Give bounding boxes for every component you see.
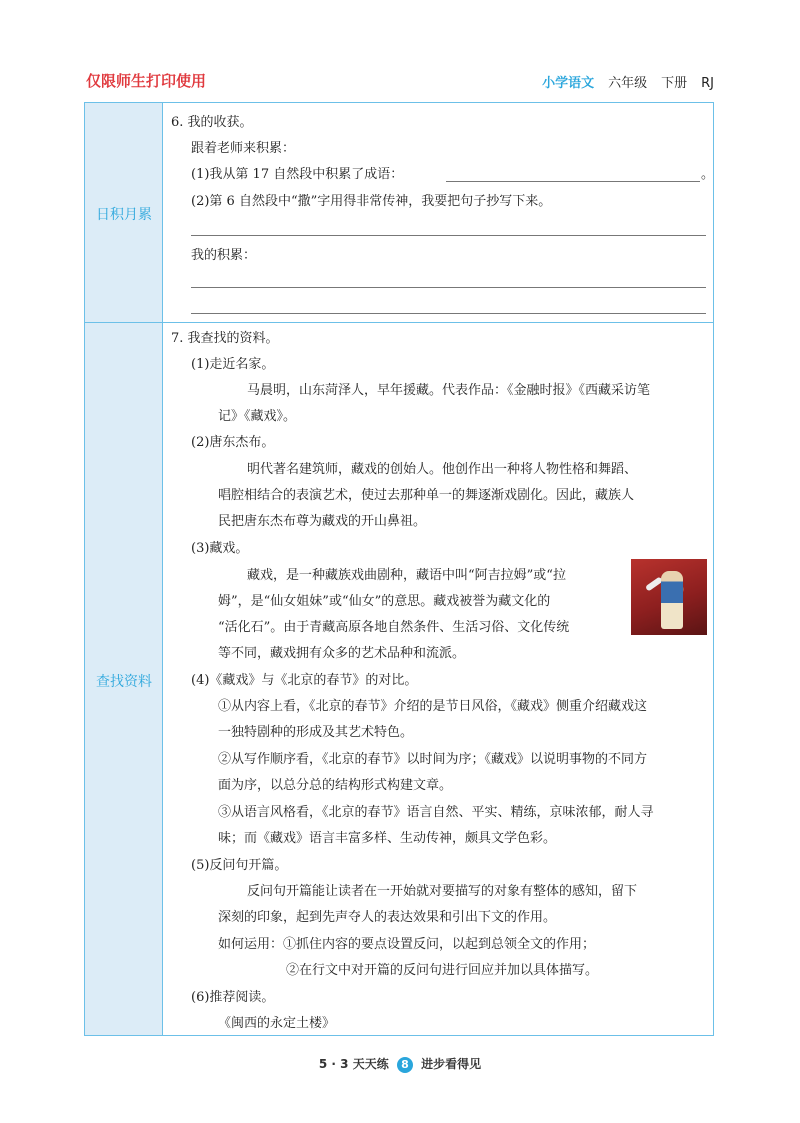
part-5-line-4: ②在行文中对开篇的反问句进行回应并加以具体描写。 xyxy=(286,963,599,978)
part-3-line-3: “活化石”。由于青藏高原各地自然条件、生活习俗、文化传统 xyxy=(218,620,570,635)
collection-line-2[interactable] xyxy=(191,313,706,314)
question-6-item-2: (2)第 6 自然段中“撒”字用得非常传神，我要把句子抄写下来。 xyxy=(191,194,552,209)
part-2-line-1: 明代著名建筑师，藏戏的创始人。他创作出一种将人物性格和舞蹈、 xyxy=(247,462,638,477)
question-7-title: 7. 我查找的资料。 xyxy=(171,331,279,346)
part-5-line-2: 深刻的印象，起到先声夺人的表达效果和引出下文的作用。 xyxy=(218,910,557,925)
part-4-c-line-2: 味；而《藏戏》语言丰富多样、生动传神，颇具文学色彩。 xyxy=(218,831,557,846)
part-2-line-2: 唱腔相结合的表演艺术，使过去那种单一的舞逐渐戏剧化。因此，藏族人 xyxy=(218,488,635,503)
part-5-title: (5)反问句开篇。 xyxy=(191,858,288,873)
part-1-title: (1)走近名家。 xyxy=(191,357,275,372)
sentence-answer-line[interactable] xyxy=(191,235,706,236)
part-6-title: (6)推荐阅读。 xyxy=(191,990,275,1005)
question-6-intro: 跟着老师来积累： xyxy=(191,141,296,156)
part-1-line-1: 马晨明，山东菏泽人，早年援藏。代表作品：《金融时报》《西藏采访笔 xyxy=(247,383,651,398)
part-3-line-1: 藏戏，是一种藏族戏曲剧种，藏语中叫“阿吉拉姆”或“拉 xyxy=(247,568,566,583)
print-notice: 仅限师生打印使用 xyxy=(86,72,207,90)
question-6-item-1-end: 。 xyxy=(701,167,715,182)
part-3-title: (3)藏戏。 xyxy=(191,541,249,556)
term-label: 下册 xyxy=(661,76,688,91)
edition-label: RJ xyxy=(701,76,714,91)
part-3-line-2: 姆”，是“仙女姐妹”或“仙女”的意思。藏戏被誉为藏文化的 xyxy=(218,594,551,609)
footer-brand: 5 · 3 天天练 xyxy=(318,1057,389,1071)
my-collection-label: 我的积累： xyxy=(191,248,257,263)
part-4-a-line-2: 一独特剧种的形成及其艺术特色。 xyxy=(218,725,414,740)
grade-label: 六年级 xyxy=(608,76,648,91)
section-label-research: 查找资料 xyxy=(96,674,152,690)
part-4-title: (4)《藏戏》与《北京的春节》的对比。 xyxy=(191,673,418,688)
row-divider xyxy=(85,322,713,323)
part-2-title: (2)唐东杰布。 xyxy=(191,435,275,450)
book-info xyxy=(542,72,714,91)
part-1-line-2: 记》《藏戏》。 xyxy=(218,409,297,424)
question-6-title: 6. 我的收获。 xyxy=(171,115,253,130)
part-4-a-line-1: ①从内容上看，《北京的春节》介绍的是节日风俗，《藏戏》侧重介绍藏戏这 xyxy=(218,699,648,714)
recommended-book: 《闽西的永定土楼》 xyxy=(218,1016,336,1031)
tibetan-opera-photo xyxy=(631,559,707,635)
part-4-b-line-2: 面为序，以总分总的结构形式构建文章。 xyxy=(218,778,453,793)
part-5-line-1: 反问句开篇能让读者在一开始就对要描写的对象有整体的感知，留下 xyxy=(247,884,638,899)
footer-slogan: 进步看得见 xyxy=(421,1057,482,1071)
idiom-answer-line[interactable] xyxy=(446,181,700,182)
section-label-column xyxy=(85,103,163,1035)
collection-line-1[interactable] xyxy=(191,287,706,288)
part-5-line-3: 如何运用：①抓住内容的要点设置反问，以起到总领全文的作用； xyxy=(218,937,596,952)
photo-performer xyxy=(661,571,683,629)
page-footer xyxy=(0,1055,800,1073)
subject-label: 小学语文 xyxy=(542,76,595,91)
question-6-item-1: (1)我从第 17 自然段中积累了成语： xyxy=(191,167,404,182)
part-3-line-4: 等不同，藏戏拥有众多的艺术品种和流派。 xyxy=(218,646,466,661)
page-number-badge: 8 xyxy=(397,1057,413,1073)
part-4-c-line-1: ③从语言风格看，《北京的春节》语言自然、平实、精练，京味浓郁，耐人寻 xyxy=(218,805,654,820)
section-label-daily: 日积月累 xyxy=(96,207,152,223)
part-4-b-line-1: ②从写作顺序看，《北京的春节》以时间为序；《藏戏》以说明事物的不同方 xyxy=(218,752,648,767)
part-2-line-3: 民把唐东杰布尊为藏戏的开山鼻祖。 xyxy=(218,514,427,529)
